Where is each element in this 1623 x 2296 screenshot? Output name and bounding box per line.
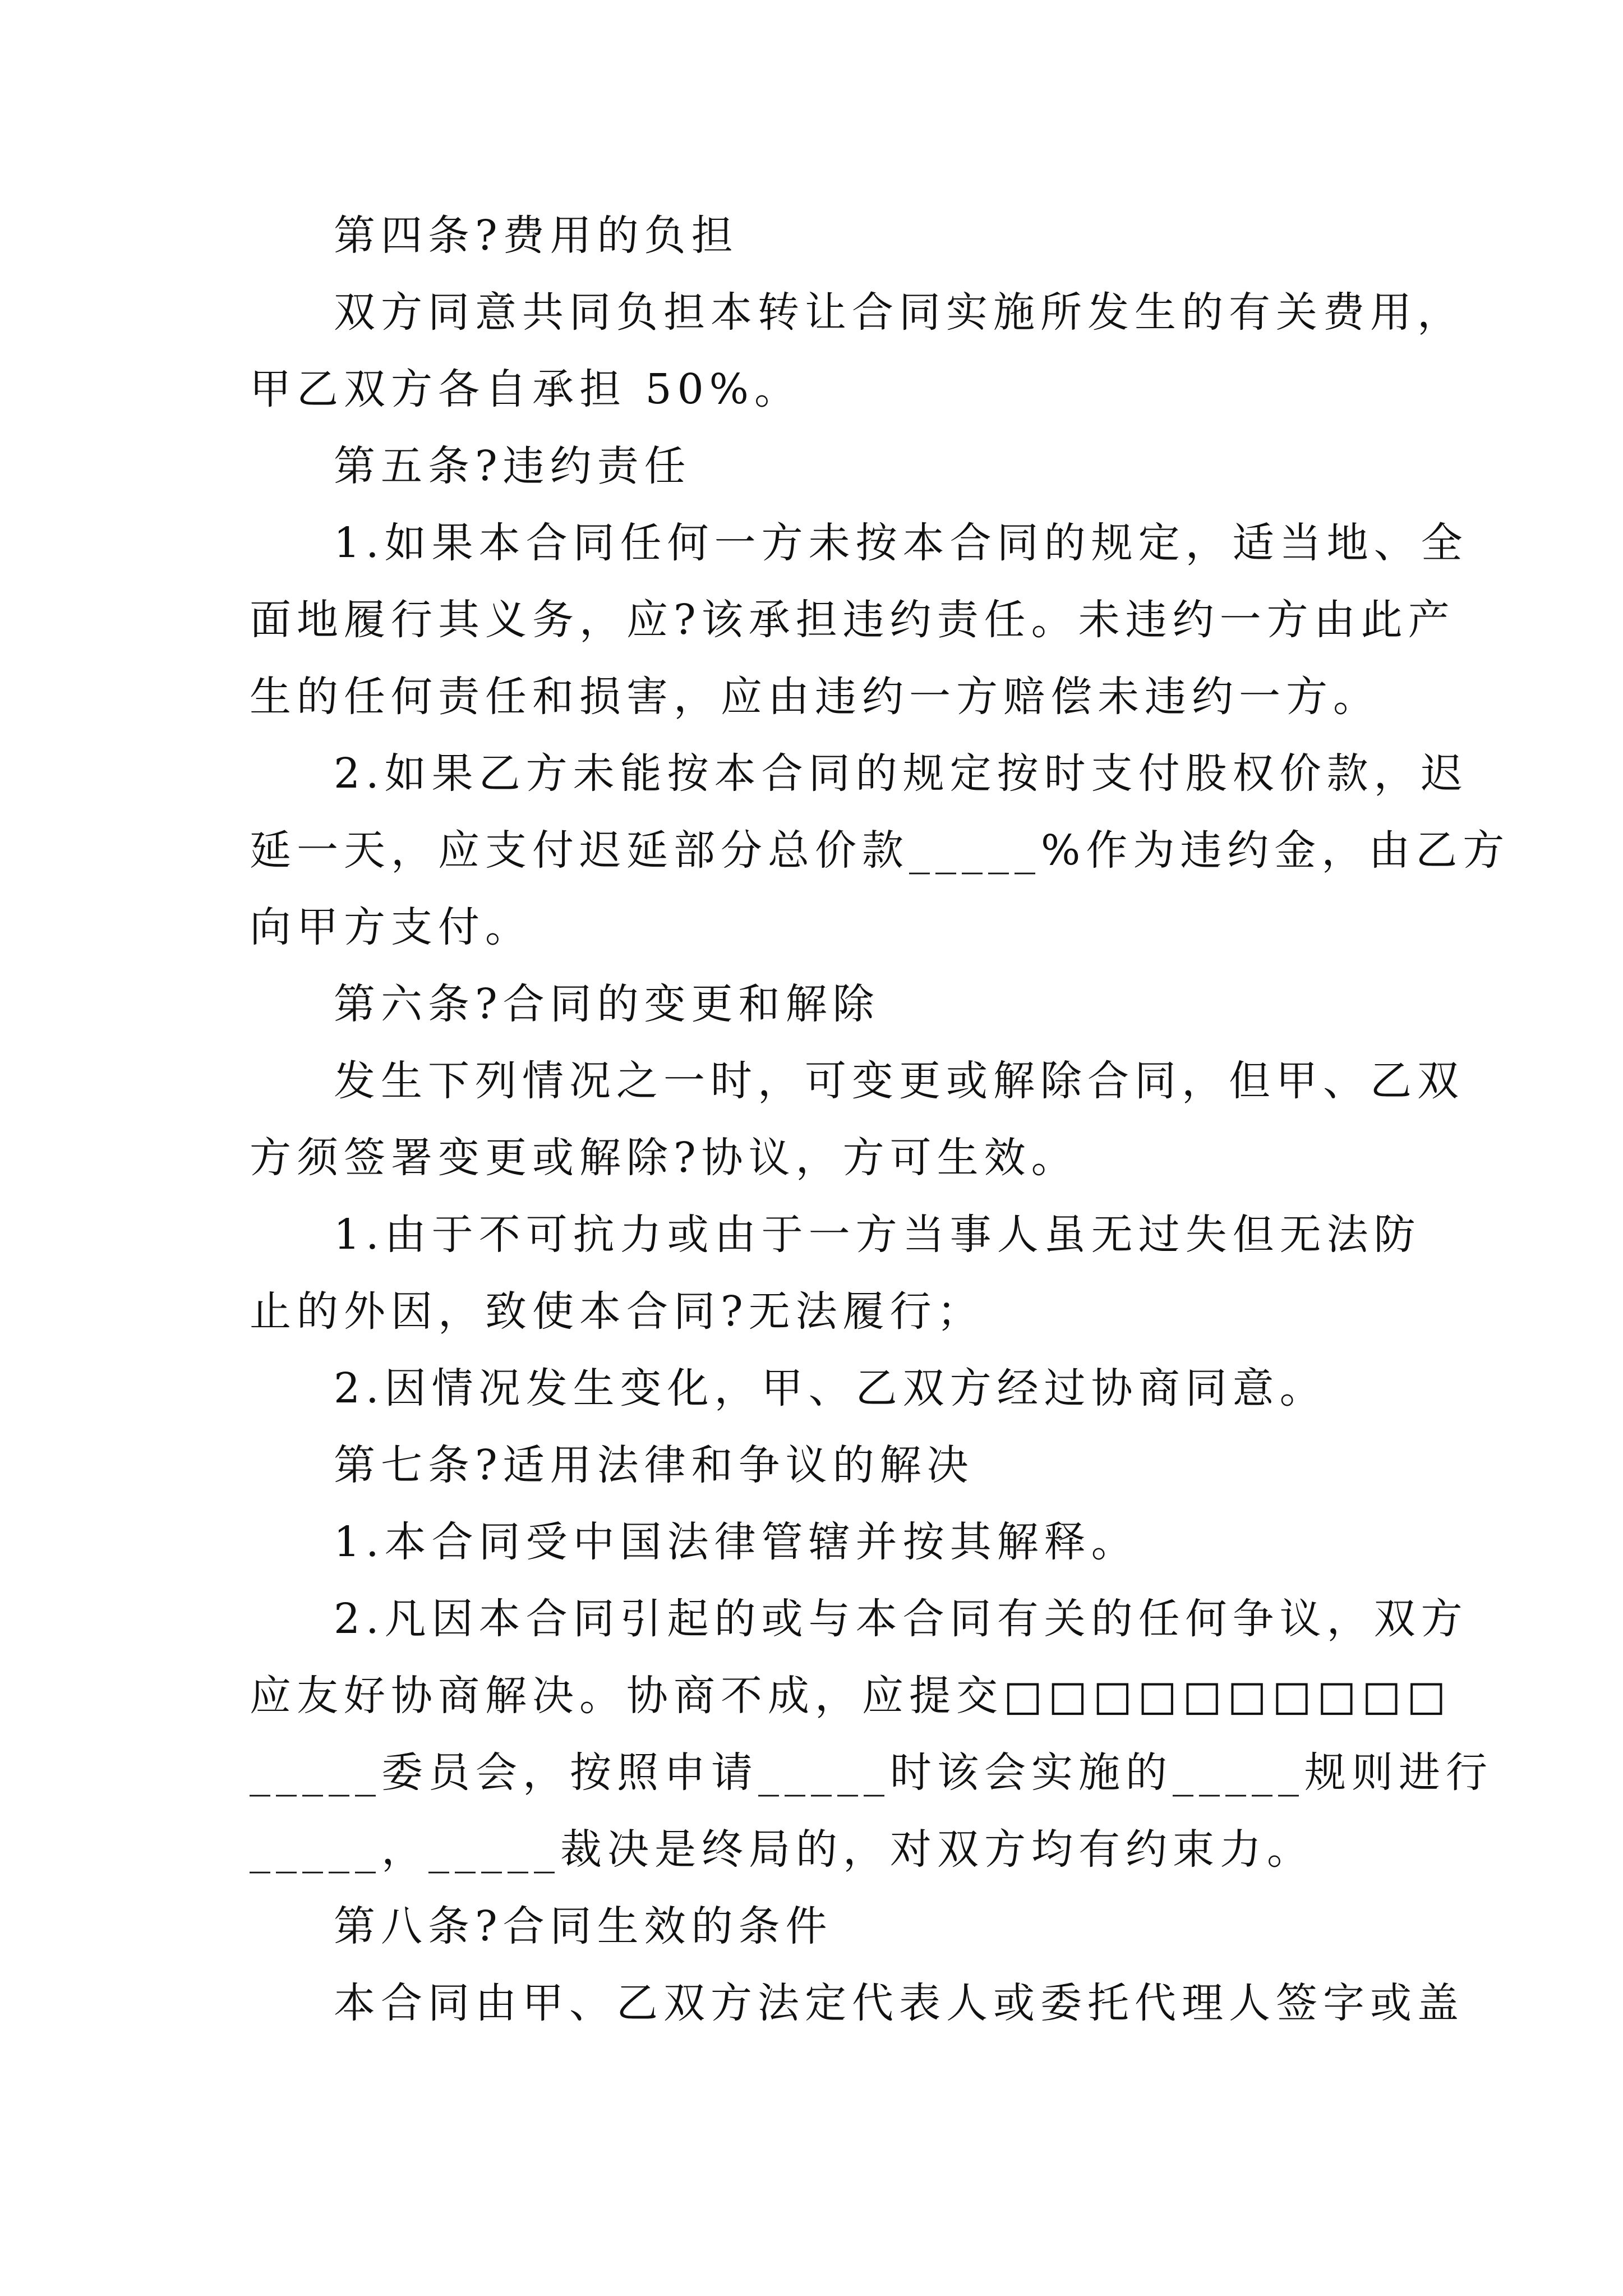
paragraph-line: 2.因情况发生变化，甲、乙双方经过协商同意。 <box>334 1364 1327 1412</box>
paragraph-line: 向甲方支付。 <box>250 903 532 951</box>
article-7-heading: 第七条?适用法律和争议的解决 <box>334 1441 974 1489</box>
paragraph-line: 2.如果乙方未能按本合同的规定按时支付股权价款，迟 <box>334 749 1468 798</box>
paragraph-line: 应友好协商解决。协商不成，应提交□□□□□□□□□□ <box>250 1672 1452 1720</box>
paragraph-line: 2.凡因本合同引起的或与本合同有关的任何争议，双方 <box>334 1595 1468 1643</box>
paragraph-line: 面地履行其义务，应?该承担违约责任。未违约一方由此产 <box>250 596 1455 644</box>
paragraph-line: _____委员会，按照申请_____时该会实施的_____规则进行 <box>250 1749 1493 1797</box>
article-6-heading: 第六条?合同的变更和解除 <box>334 980 880 1028</box>
article-4-heading: 第四条?费用的负担 <box>334 211 739 260</box>
paragraph-line: 1.如果本合同任何一方未按本合同的规定，适当地、全 <box>334 519 1468 567</box>
paragraph-line: 1.由于不可抗力或由于一方当事人虽无过失但无法防 <box>334 1211 1421 1259</box>
article-5-heading: 第五条?违约责任 <box>334 442 691 490</box>
paragraph-line: 生的任何责任和损害，应由违约一方赔偿未违约一方。 <box>250 673 1380 721</box>
paragraph-line: 1.本合同受中国法律管辖并按其解释。 <box>334 1518 1138 1566</box>
paragraph-line: 甲乙双方各自承担 50%。 <box>250 365 801 413</box>
paragraph-line: 发生下列情况之一时，可变更或解除合同，但甲、乙双 <box>334 1057 1464 1105</box>
paragraph-line: 双方同意共同负担本转让合同实施所发生的有关费用， <box>334 288 1464 337</box>
paragraph-line: _____，_____裁决是终局的，对双方均有约束力。 <box>250 1825 1314 1874</box>
article-8-heading: 第八条?合同生效的条件 <box>334 1902 833 1950</box>
paragraph-line: 止的外因，致使本合同?无法履行； <box>250 1287 984 1336</box>
paragraph-line: 方须签署变更或解除?协议，方可生效。 <box>250 1134 1078 1182</box>
paragraph-line: 本合同由甲、乙双方法定代表人或委托代理人签字或盖 <box>334 1979 1464 2027</box>
paragraph-line: 延一天，应支付迟延部分总价款_____%作为违约金，由乙方 <box>250 826 1510 875</box>
